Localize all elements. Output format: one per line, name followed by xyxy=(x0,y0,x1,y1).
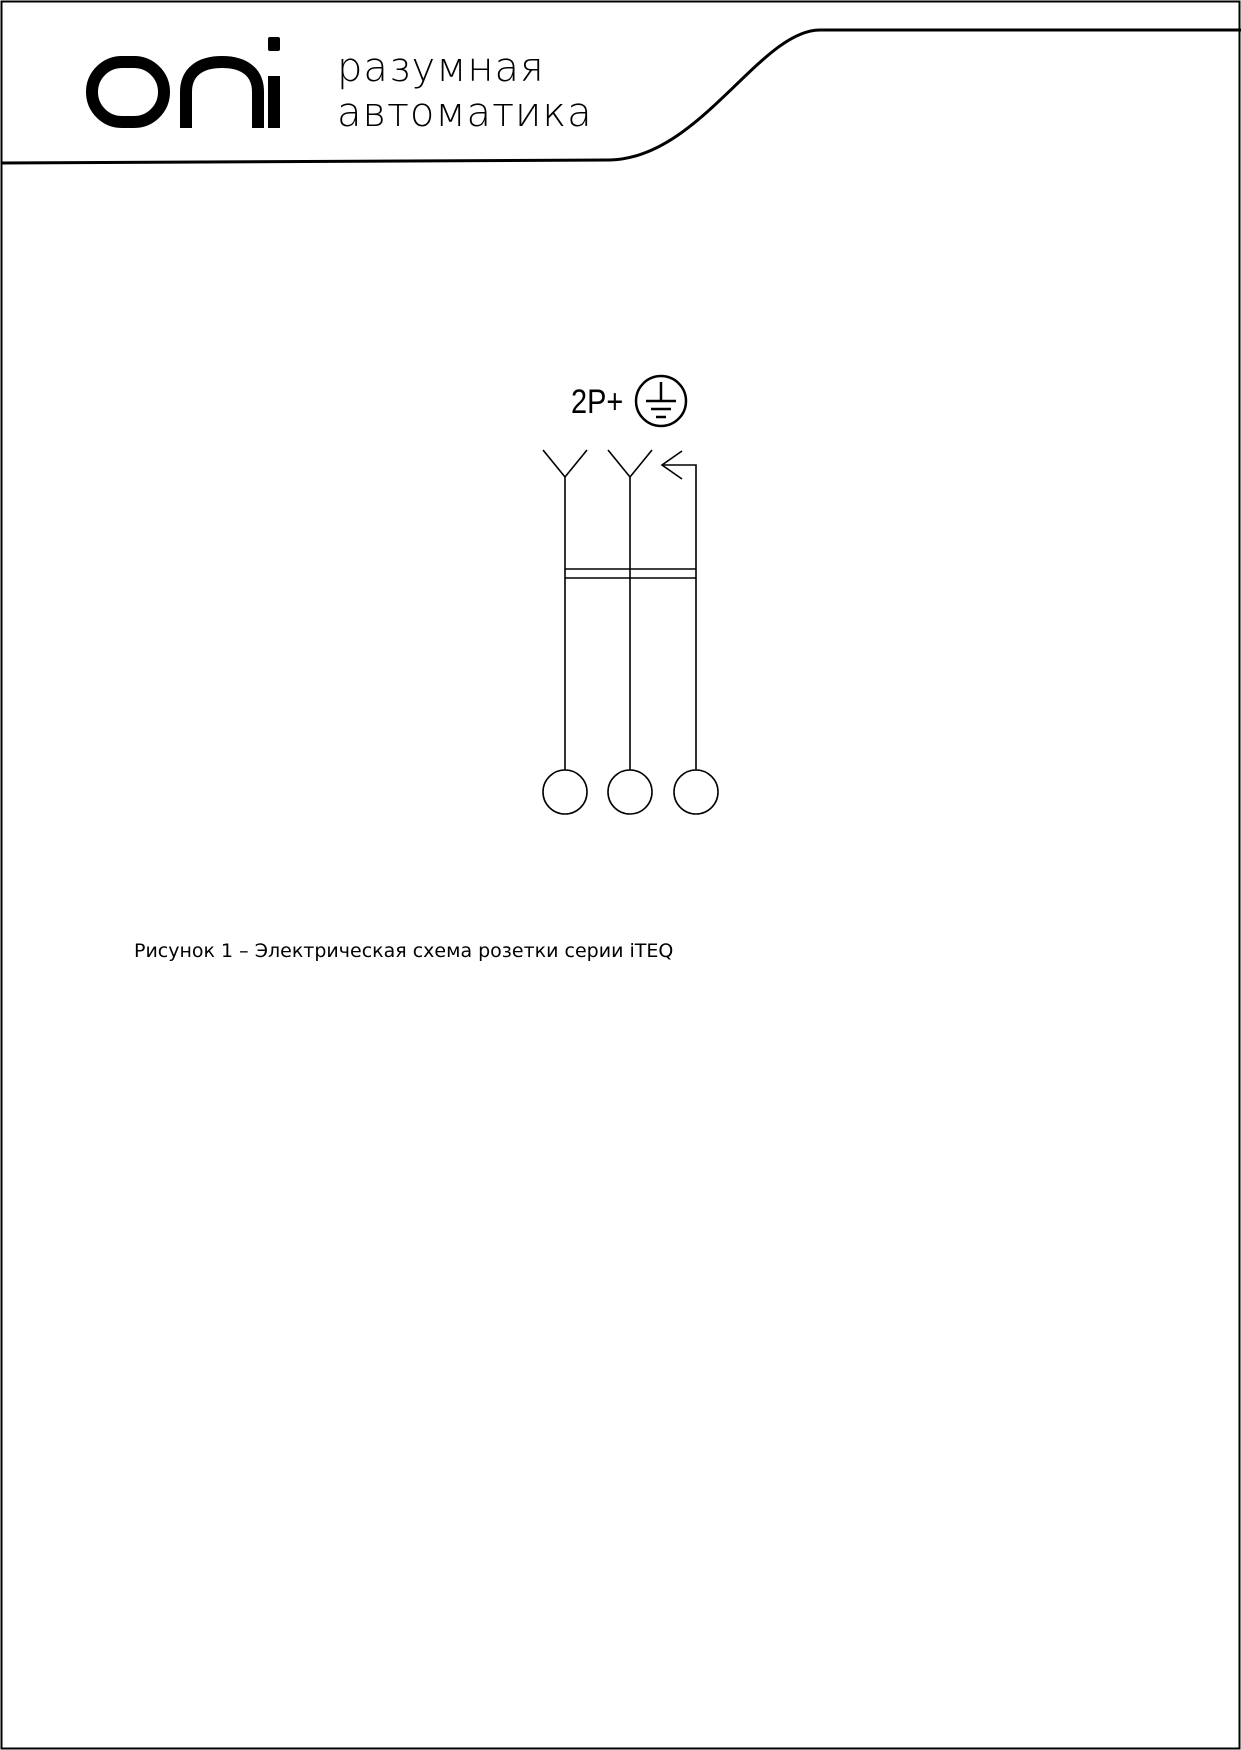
tagline-line-2: автоматика xyxy=(337,90,593,136)
figure-caption: Рисунок 1 – Электрическая схема розетки серии iTEQ xyxy=(134,940,674,962)
ground-icon xyxy=(636,376,686,426)
contact-pole-2 xyxy=(608,450,652,814)
contact-pole-1 xyxy=(543,450,587,814)
pole-label: 2P+ xyxy=(571,383,624,421)
tagline-line-1: разумная xyxy=(337,45,545,91)
contact-earth xyxy=(662,451,718,814)
